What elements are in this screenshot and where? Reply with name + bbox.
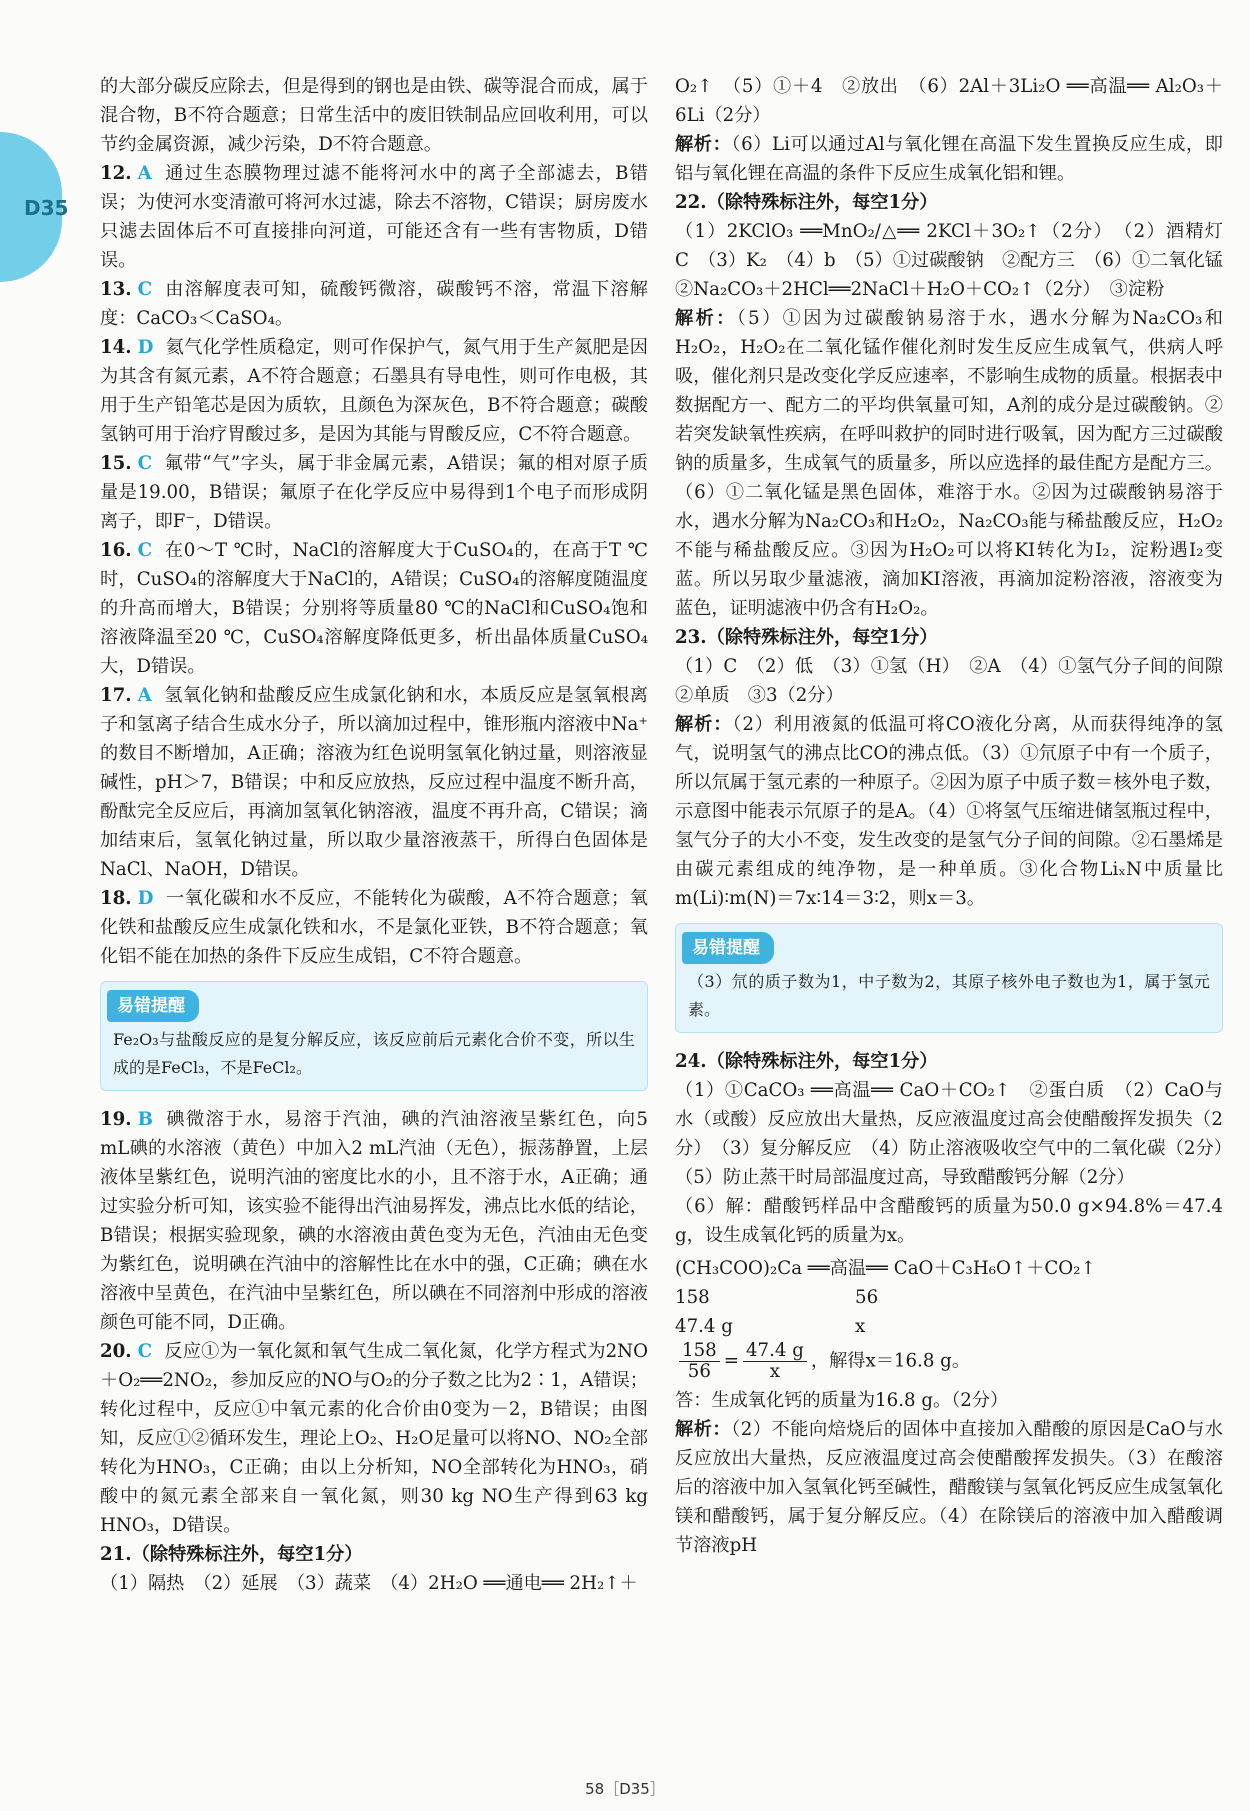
given-mass: 47.4 g: [675, 1316, 733, 1337]
question-13: 13. C 由溶解度表可知，硫酸钙微溶，碳酸钙不溶，常温下溶解度：CaCO₃＜CaSO₄。: [100, 279, 648, 329]
question-24-answers: （1）①CaCO₃ ══高温══ CaO＋CO₂↑ ②蛋白质 （2）CaO与水（或酸）反应放出大量热，反应液温度过高会使醋酸挥发损失（2分） （3）复分解反应 （4）防止溶液吸收空气中的二氧化碳（2分） （5）防止蒸干时局部温度过高，导致醋酸钙分解（2分）: [675, 1080, 1242, 1188]
left-column: [100, 72, 648, 1598]
question-23-analysis: 解析：（2）利用液氮的低温可将CO液化分离，从而获得纯净的氢气，说明氢气的沸点比CO的沸点低。（3）①氘原子中有一个质子，所以氘属于氢元素的一种原子。②因为原子中质子数＝核外电子数，示意图中能表示氘原子的是A。（4）①将氢气压缩进储氢瓶过程中，氢气分子的大小不变，发生改变的是氢气分子间的间隙。②石墨烯是由碳元素组成的纯净物，是一种单质。③化合物LiₓN中质量比m(Li)∶m(N)＝7x∶14＝3∶2，则x＝3。: [675, 714, 1223, 909]
answer-letter: B: [137, 1109, 154, 1130]
error-tip-title: 易错提醒: [107, 990, 199, 1022]
question-24-final-answer: 答：生成氧化钙的质量为16.8 g。（2分）: [675, 1390, 1009, 1411]
question-22-analysis: 解析：（5）①因为过碳酸钠易溶于水，遇水分解为Na₂CO₃和H₂O₂，H₂O₂在二氧化锰作催化剂时发生反应生成氧气，供病人呼吸，催化剂只是改变化学反应速率，不影响生成物的质量。根据表中数据配方一、配方二的平均供氧量可知，A剂的成分是过碳酸钠。②若突发缺氧性疾病，在呼叫救护的同时进行吸氧，因为配方三过碳酸钠的质量多，生成氧气的质量多，所以应选择的最佳配方是配方三。（6）①二氧化锰是黑色固体，难溶于水。②因为过碳酸钠易溶于水，遇水分解为Na₂CO₃和H₂O₂，Na₂CO₃能与稀盐酸反应，H₂O₂不能与稀盐酸反应。③因为H₂O₂可以将KI转化为I₂，淀粉遇I₂变蓝。所以另取少量滤液，滴加KI溶液，再滴加淀粉溶液，溶液变为蓝色，证明滤液中仍含有H₂O₂。: [675, 308, 1223, 619]
error-tip-title: 易错提醒: [682, 932, 774, 964]
question-12: 12. A 通过生态膜物理过滤不能将河水中的离子全部滤去，B错误；为使河水变清澈可将河水过滤，除去不溶物，C错误；厨房废水只滤去固体后不可直接排向河道，可能还含有一些有害物质，D错误。: [100, 163, 648, 271]
error-tip-box: [675, 923, 1223, 1033]
answer-letter: C: [137, 1341, 153, 1362]
question-21-answers-cont: O₂↑ （5）①＋4 ②放出 （6）2Al＋3Li₂O ══高温══ Al₂O₃＋6Li（2分）: [675, 76, 1223, 126]
error-tip-box: [100, 981, 648, 1091]
question-16: 16. C 在0～T ℃时，NaCl的溶解度大于CuSO₄的，在高于T ℃时，CuSO₄的溶解度大于NaCl的，A错误；CuSO₄的溶解度随温度的升高而增大，B错误；分别将等质量80 ℃的NaCl和CuSO₄饱和溶液降温至20 ℃，CuSO₄溶解度降低更多，析出晶体质量CuSO₄大，D错误。: [100, 540, 648, 677]
question-22-answers: （1）2KClO₃ ══MnO₂/△══ 2KCl＋3O₂↑（2分） （2）酒精灯 C （3）K₂ （4）b （5）①过碳酸钠 ②配方三 （6）①二氧化锰 ②Na₂CO₃＋2HCl══2NaCl＋H₂O＋CO₂↑（2分） ③淀粉: [675, 221, 1242, 300]
answer-letter: C: [137, 279, 153, 300]
answer-letter: A: [137, 685, 152, 706]
paragraph: 的大部分碳反应除去，但是得到的钢也是由铁、碳等混合而成，属于混合物，B不符合题意；日常生活中的废旧铁制品应回收利用，可以节约金属资源，减少污染，D不符合题意。: [100, 76, 648, 155]
fraction-left: $\frac{158}{56}$: [679, 1341, 720, 1382]
question-24-calc: （6）解：醋酸钙样品中含醋酸钙的质量为50.0 g×94.8%＝47.4 g，设生成氧化钙的质量为x。: [675, 1196, 1223, 1246]
question-21-answers: （1）隔热 （2）延展 （3）蔬菜 （4）2H₂O ══通电══ 2H₂↑＋: [100, 1573, 638, 1594]
unknown-mass: x: [855, 1316, 866, 1337]
question-14: 14. D 氦气化学性质稳定，则可作保护气，氮气用于生产氮肥是因为其含有氮元素，A不符合题意；石墨具有导电性，则可作电极，其用于生产铅笔芯是因为质软，且颜色为深灰色，B不符合题意；碳酸氢钠可用于治疗胃酸过多，是因为其能与胃酸反应，C不符合题意。: [100, 337, 648, 445]
question-22-head: 22.（除特殊标注外，每空1分）: [675, 192, 938, 213]
proportion: $\frac{158}{56}$ = $\frac{47.4 g}{x}$ ，解得x＝16.8 g。: [675, 1341, 1223, 1382]
equation-line: (CH₃COO)₂Ca ══高温══ CaO＋C₃H₆O↑＋CO₂↑: [675, 1258, 1096, 1279]
question-15: 15. C 氟带“气”字头，属于非金属元素，A错误；氟的相对原子质量是19.00，B错误；氟原子在化学反应中易得到1个电子而形成阴离子，即F⁻，D错误。: [100, 453, 648, 532]
calculation-equation: [675, 1254, 1223, 1382]
question-23-answers: （1）C （2）低 （3）①氢（H） ②A （4）①氢气分子间的间隙 ②单质 ③3（2分）: [675, 656, 1242, 706]
question-21-analysis: 解析：（6）Li可以通过Al与氧化锂在高温下发生置换反应生成，即铝与氧化锂在高温的条件下反应生成氧化铝和锂。: [675, 134, 1223, 184]
answer-letter: D: [137, 337, 154, 358]
error-tip-text: （3）氘的质子数为1，中子数为2，其原子核外电子数也为1，属于氢元素。: [688, 972, 1210, 1019]
question-17: 17. A 氢氧化钠和盐酸反应生成氯化钠和水，本质反应是氢氧根离子和氢离子结合生成水分子，所以滴加过程中，锥形瓶内溶液中Na⁺的数目不断增加，A正确；溶液为红色说明氢氧化钠过量，则溶液显碱性，pH＞7，B错误；中和反应放热，反应过程中温度不断升高，酚酞完全反应后，再滴加氢氧化钠溶液，温度不再升高，C错误；滴加结束后，氢氧化钠过量，所以取少量溶液蒸干，所得白色固体是NaCl、NaOH，D错误。: [100, 685, 648, 880]
fraction-right: $\frac{47.4 g}{x}$: [743, 1341, 807, 1382]
right-column: [675, 72, 1242, 1560]
page-number: 58［D35］: [585, 1780, 665, 1798]
molar-mass-2: 56: [855, 1287, 879, 1308]
answer-letter: A: [137, 163, 152, 184]
answer-letter: C: [137, 540, 153, 561]
answer-letter: D: [137, 888, 154, 909]
question-18: 18. D 一氧化碳和水不反应，不能转化为碳酸，A不符合题意；氧化铁和盐酸反应生成氯化铁和水，不是氯化亚铁，B不符合题意；氧化铝不能在加热的条件下反应生成铝，C不符合题意。: [100, 888, 648, 967]
side-tab-label: D35: [24, 196, 69, 220]
question-21-head: 21.（除特殊标注外，每空1分）: [100, 1544, 363, 1565]
answer-letter: C: [137, 453, 153, 474]
error-tip-text: Fe₂O₃与盐酸反应的是复分解反应，该反应前后元素化合价不变，所以生成的是FeCl₃，不是FeCl₂。: [113, 1030, 635, 1077]
question-24-head: 24.（除特殊标注外，每空1分）: [675, 1051, 938, 1072]
question-24-analysis: 解析：（2）不能向焙烧后的固体中直接加入醋酸的原因是CaO与水反应放出大量热，反应液温度过高会使醋酸挥发损失。（3）在酸溶后的溶液中加入氢氧化钙至碱性，醋酸镁与氢氧化钙反应生成氢氧化镁和醋酸钙，属于复分解反应。（4）在除镁后的溶液中加入醋酸调节溶液pH: [675, 1419, 1223, 1556]
question-23-head: 23.（除特殊标注外，每空1分）: [675, 627, 938, 648]
molar-mass-1: 158: [675, 1287, 710, 1308]
question-19: 19. B 碘微溶于水，易溶于汽油，碘的汽油溶液呈紫红色，向5 mL碘的水溶液（黄色）中加入2 mL汽油（无色），振荡静置，上层液体呈紫红色，说明汽油的密度比水的小，且不溶于水，A正确；通过实验分析可知，该实验不能得出汽油易挥发，沸点比水低的结论，B错误；根据实验现象，碘的水溶液由黄色变为无色，汽油由无色变为紫红色，说明碘在汽油中的溶解性比在水中的强，C正确；碘在水溶液中呈黄色，在汽油中呈紫红色，所以碘在不同溶剂中形成的溶液颜色可能不同，D正确。: [100, 1109, 648, 1333]
question-20: 20. C 反应①为一氧化氮和氧气生成二氧化氮，化学方程式为2NO＋O₂══2NO₂，参加反应的NO与O₂的分子数之比为2∶1，A错误；转化过程中，反应①中氧元素的化合价由0变为－2，B错误；由图知，反应①②循环发生，理论上O₂、H₂O足量可以将NO、NO₂全部转化为HNO₃，C正确；由以上分析知，NO全部转化为HNO₃，硝酸中的氮元素全部来自一氧化氮，则30 kg NO生产得到63 kg HNO₃，D错误。: [100, 1341, 648, 1536]
